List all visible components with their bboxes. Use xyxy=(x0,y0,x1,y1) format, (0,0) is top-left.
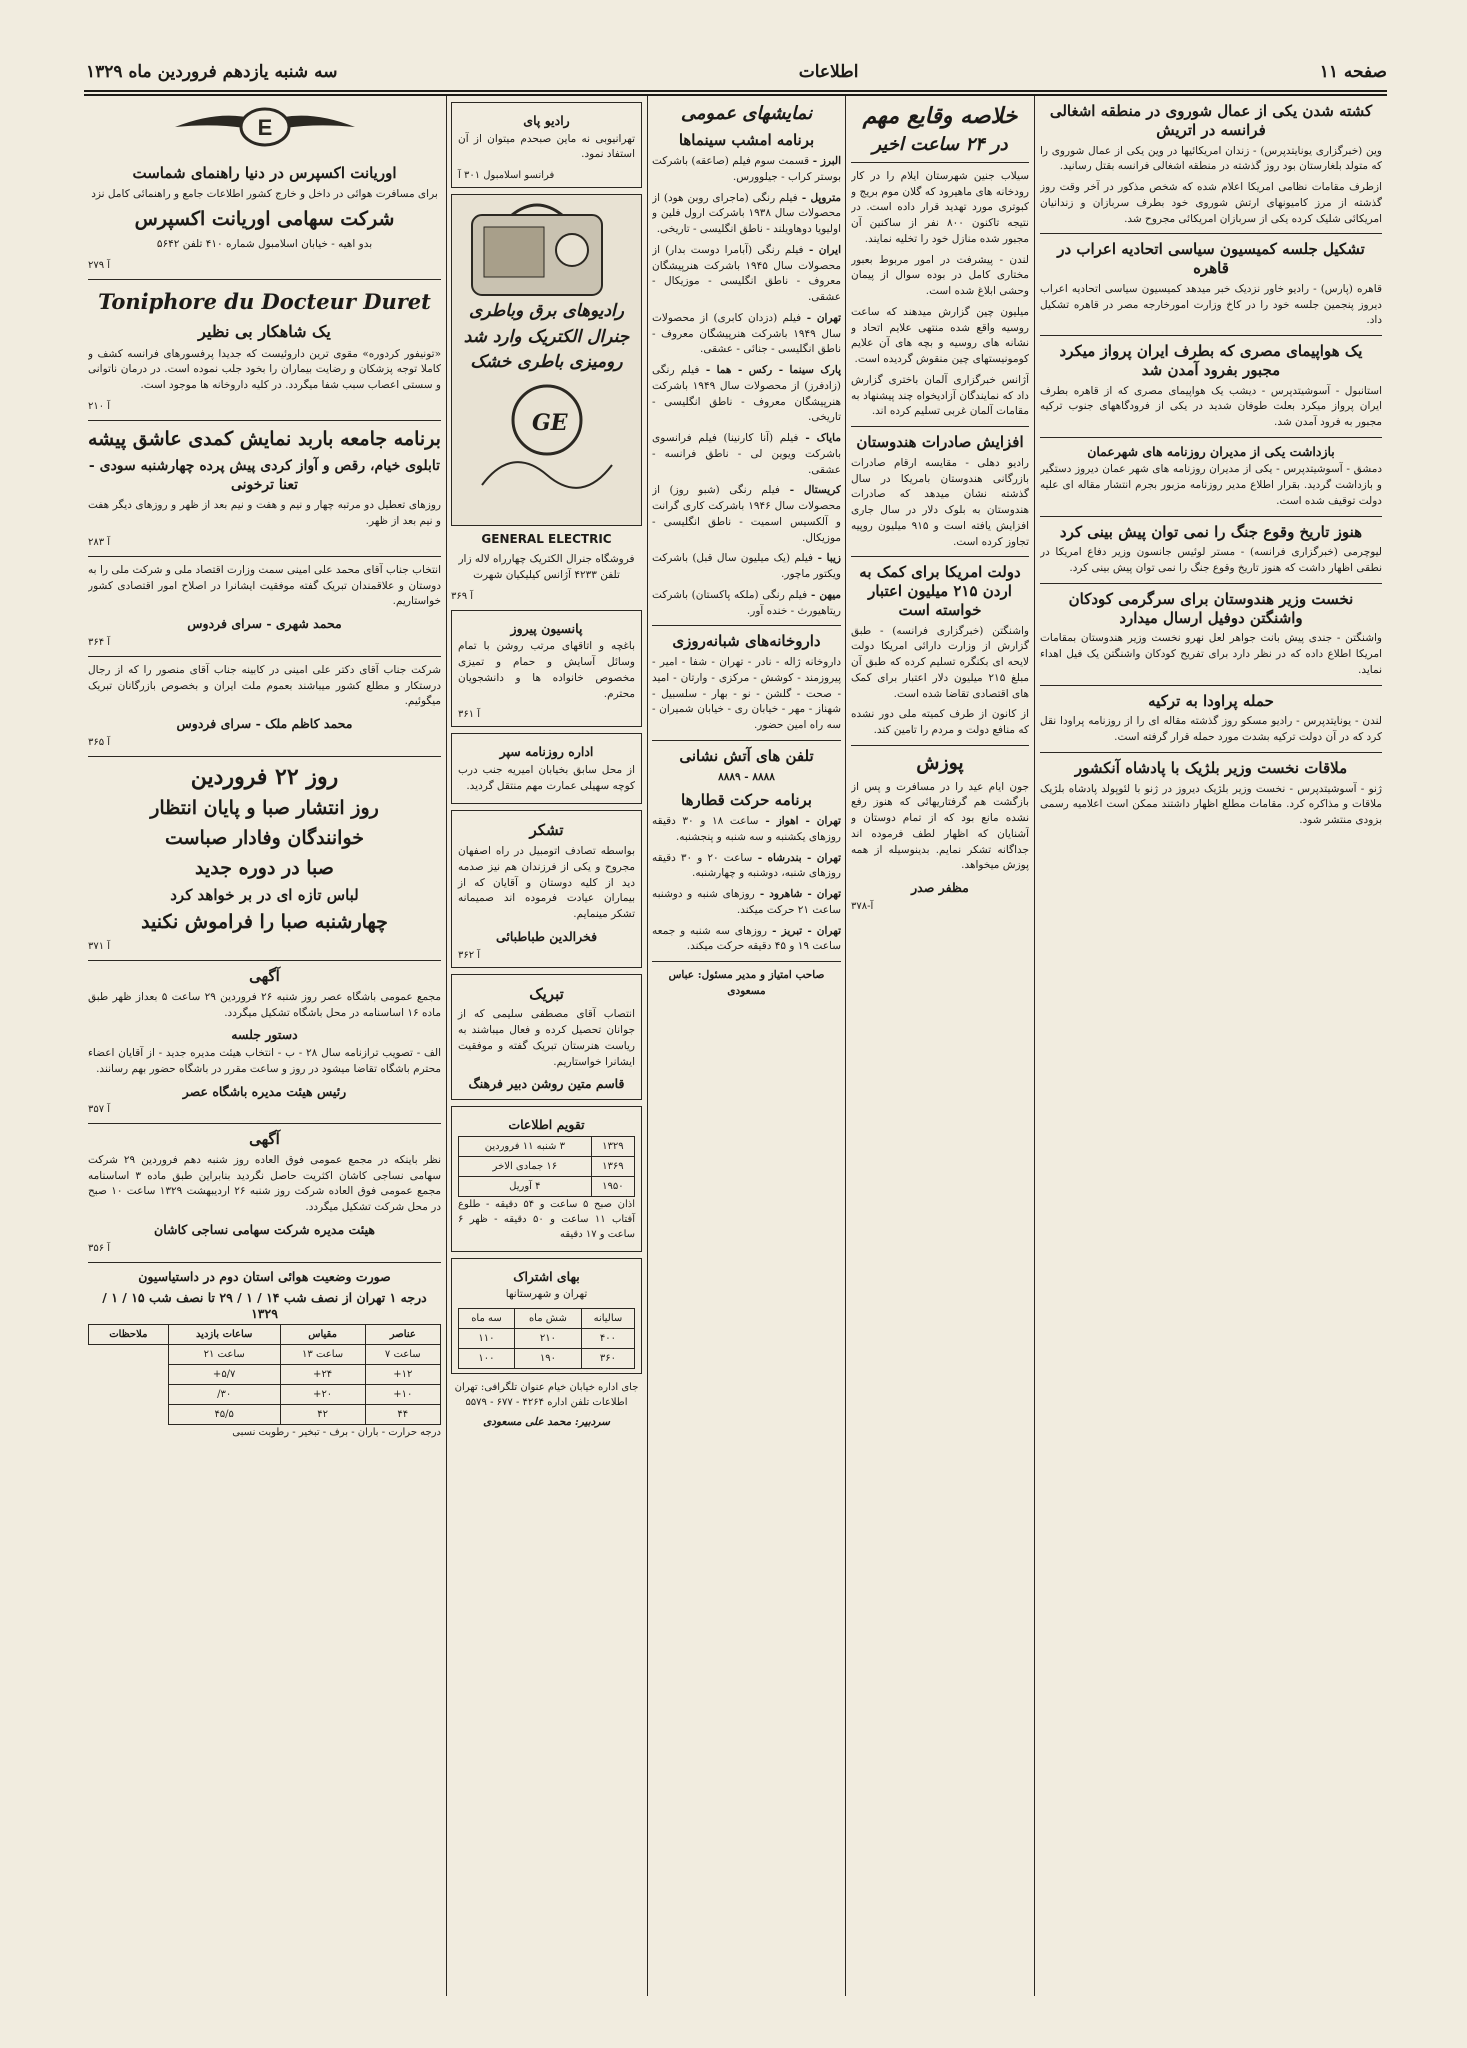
table-cell: ۴۴ xyxy=(365,1405,440,1425)
ad-ref: ۳۵۷ آ xyxy=(88,1104,111,1116)
train-entry xyxy=(652,924,841,956)
subscription-subtitle: تهران و شهرستانها xyxy=(505,1288,588,1301)
cinema-name: میهن - xyxy=(807,588,841,601)
ad-text: روزهای تعطیل دو مرتبه چهار و نیم و هفت و نیم بعد از ظهر و روزهای دیگر هفت و نیم بعد از ظهر. xyxy=(88,499,441,528)
table-row xyxy=(89,1365,441,1385)
ad-text: از محل سابق بخیابان امیریه جنب درب کوچه سهیلی عمارت مهم منتقل گردید. xyxy=(458,763,635,792)
cinema-program: فیلم رنگی (زادفرز) از محصولات سال ۱۹۴۹ باشرکت هنرپیشگان معروف - ناطق انگلیسی - تاریخی. xyxy=(652,364,841,424)
ad-text: برای مسافرت هوائی در داخل و خارج کشور اطلاعات جامع و راهنمائی کامل نزد xyxy=(91,187,438,200)
saba-line: روز انتشار صبا و پایان انتظار xyxy=(150,797,379,820)
saba-line: صبا در دوره جدید xyxy=(195,856,334,879)
table-cell: ساعت ۲۱ xyxy=(168,1345,280,1365)
ge-brand: GENERAL ELECTRIC xyxy=(481,532,612,547)
column-summary xyxy=(851,96,1029,1996)
cinema-name: کریستال - xyxy=(779,484,841,497)
ad-ref: ۳۶۲ آ xyxy=(458,949,481,961)
headline: حمله پراودا به ترکیه xyxy=(1148,691,1274,710)
section-title: نمایشهای عمومی xyxy=(680,103,813,124)
ad-title: رادیو پای xyxy=(523,113,570,128)
ad-ref: ۲۷۹ آ xyxy=(88,259,111,271)
column-news xyxy=(1040,96,1382,1996)
table-cell: ۴۰۰ xyxy=(581,1328,634,1348)
cinema-name: زیبا - xyxy=(813,552,841,565)
cinema-entry xyxy=(652,363,841,426)
signature: محمد کاظم ملک - سرای فردوس xyxy=(176,716,353,732)
train-route: تهران - تبریز - xyxy=(766,924,841,937)
table-row xyxy=(89,1345,441,1365)
saba-line: لباس تازه ای در بر خواهد کرد xyxy=(170,886,359,905)
paper-name: اطلاعات xyxy=(798,62,859,82)
weather-table xyxy=(88,1324,441,1425)
cinema-name: البرز - xyxy=(809,155,841,168)
signature: محمد شهری - سرای فردوس xyxy=(187,616,342,632)
cinema-entry xyxy=(652,588,841,620)
table-cell: ۱۳۲۹ xyxy=(591,1136,634,1156)
agenda-text: الف - تصویب ترازنامه سال ۲۸ - ب - انتخاب هیئت مدیره جدید - از آقایان اعضاء محترم باشگاه تقاضا میشود در روز و ساعت مقرر در باشگاه حضور بهم رسانند. xyxy=(88,1047,441,1075)
train-route: تهران - اهواز - xyxy=(758,815,841,828)
saba-date: روز ۲۲ فروردین xyxy=(190,763,339,790)
train-list xyxy=(652,814,841,955)
column-ads xyxy=(451,96,642,1996)
column-listings xyxy=(652,96,841,1996)
company-address: بدو اهیه - خیابان اسلامبول شماره ۴۱۰ تلفن ۵۶۴۲ xyxy=(156,237,373,250)
train-time: ساعت ۱۸ و ۳۰ دقیقه روزهای یکشنبه و سه شنبه و پنجشنبه. xyxy=(652,815,841,843)
table-cell: شش ماه xyxy=(514,1308,581,1328)
cinema-entry xyxy=(652,243,841,306)
column-divider xyxy=(845,96,846,1996)
table-row xyxy=(459,1348,635,1368)
editor: سردبیر: محمد علی مسعودی xyxy=(483,1415,610,1428)
table-cell: ۴۵/۵ xyxy=(168,1405,280,1425)
train-time: روزهای سه شنبه و جمعه ساعت ۱۹ و ۴۵ دقیقه حرکت میکند. xyxy=(652,924,841,953)
agenda-title: دستور جلسه xyxy=(231,1027,298,1043)
toniphore-subtitle: یک شاهکار بی نظیر xyxy=(198,322,331,342)
saba-line: خوانندگان وفادار صباست xyxy=(164,826,365,849)
article-text: از کانون از طرف کمیته ملی دور نشده که منافع دولت و مردم را تامین کند. xyxy=(851,708,1029,737)
headline: تشکیل جلسه کمیسیون سیاسی اتحادیه اعراب در قاهره xyxy=(1057,240,1365,277)
cinema-entry xyxy=(652,311,841,358)
ad-title: تبریک xyxy=(529,984,564,1003)
headline: ملاقات نخست وزیر بلژیک با پادشاه آنکشور xyxy=(1074,758,1348,777)
cinema-program: قسمت سوم فیلم (صاعقه) باشرکت بوستر کراب - جیلوورس. xyxy=(652,155,841,183)
office-address: جای اداره خیابان خیام عنوان تلگرافی: تهران اطلاعات تلفن اداره ۴۲۶۴ - ۶۷۷ - ۵۵۷۹ xyxy=(454,1381,639,1408)
train-entry xyxy=(652,887,841,919)
calendar-title: تقویم اطلاعات xyxy=(508,1116,585,1132)
table-cell: سه ماه xyxy=(459,1308,515,1328)
table-cell: ۱۹۰ xyxy=(514,1348,581,1368)
table-row xyxy=(89,1405,441,1425)
ge-logo: GE xyxy=(532,410,568,437)
headline: یک هواپیمای مصری که بطرف ایران پرواز میکرد مجبور بفرود آمدن شد xyxy=(1059,342,1363,379)
weather-title: صورت وضعیت هوائی استان دوم در داستیاسیون xyxy=(138,1268,391,1284)
notice-title: آگهی xyxy=(249,967,280,986)
column-classifieds xyxy=(88,96,441,1996)
publisher: صاحب امتیاز و مدیر مسئول: عباس مسعودی xyxy=(668,969,825,997)
wings-icon xyxy=(165,102,365,152)
notice-title: آگهی xyxy=(249,1130,280,1149)
article-text: قاهره (پارس) - رادیو خاور نزدیک خبر میدهد کمیسیون سیاسی اتحادیه اعراب دیروز پنجمین جلسه خود را در کاخ وزارت امورخارجه مصر در قاهره تشکیل داد. xyxy=(1040,282,1382,327)
table-cell: سالیانه xyxy=(581,1308,634,1328)
subscription-box xyxy=(451,1258,642,1374)
train-time: ساعت ۲۰ و ۳۰ دقیقه روزهای شنبه، دوشنبه و چهارشنبه. xyxy=(652,851,841,880)
article-text: ازطرف مقامات نظامی امریکا اعلام شده که شخص مذکور در آخر وقت روز گذشته از مرز کامیونهای ارتش شوروی خود بطرف سربازان و زندانیان امریکائی شلیک کرده یکی از سربازان امریکائی مجروح شد. xyxy=(1040,181,1382,225)
signature: فخرالدین طباطبائی xyxy=(495,928,598,944)
article-text: لیوچرمی (خبرگزاری فرانسه) - مستر لوئیس جانسون وزیر دفاع امریکا در نطقی اظهار داشت که هنوز تاریخ وقوع جنگ را نمی توان پیش بینی کرد. xyxy=(1040,546,1382,575)
table-cell: ۲۱۰ xyxy=(514,1328,581,1348)
cinema-entry xyxy=(652,483,841,546)
signature: قاسم متین روشن دبیر فرهنگ xyxy=(468,1076,625,1092)
calendar-box xyxy=(451,1106,642,1252)
headline: برنامه امشب سینماها xyxy=(678,131,815,150)
program-subtitle: تابلوی خیام، رقص و آواز کردی پیش پرده چهارشنبه سودی - تعنا ترخونی xyxy=(88,457,441,493)
cinema-name: پارک سینما - رکس - هما - xyxy=(699,364,841,377)
headline: بازداشت یکی از مدیران روزنامه های شهرعمان xyxy=(1087,443,1335,459)
headline: دولت امریکا برای کمک به اردن ۲۱۵ میلیون اعتبار خواسته است xyxy=(859,563,1021,619)
program-title: برنامه جامعه باربد نمایش کمدی عاشق پیشه xyxy=(88,427,441,450)
cinema-list xyxy=(652,154,841,619)
table-cell: ۱۰۰ xyxy=(459,1348,515,1368)
ad-text: تهرانیوبی نه ماین صبحدم میتوان از آن استفاد نمود. xyxy=(458,132,635,161)
ad-ref: ۳۷۱ آ xyxy=(88,941,111,953)
table-row xyxy=(459,1308,635,1328)
article-text: واشنگتن - جندی پیش بانت جواهر لعل نهرو نخست وزیر هندوستان بمقامات امریکا اطلاع داده که در نظر دارد برای تفریح کودکان واشنگتن یک فیل اهداء نماید. xyxy=(1040,632,1382,676)
article-text: واشنگتن (خبرگزاری فرانسه) - طبق گزارش از وزارت دارائی امریکا دولت لایحه ای بکنگره تسلیم کرده که طبق آن مبلغ ۲۱۵ میلیون دلار اعتبار برای کمک های اقتصادی تقاضا شده است. xyxy=(851,624,1029,700)
table-row xyxy=(459,1328,635,1348)
ad-title: تشکر xyxy=(529,821,564,840)
calendar-table xyxy=(458,1136,635,1197)
train-route: تهران - بندرشاه - xyxy=(752,851,841,864)
table-header-cell: عناصر xyxy=(365,1325,440,1345)
table-cell: ۲۰+ xyxy=(280,1385,365,1405)
ad-ref: ۳۵۶ آ xyxy=(88,1242,111,1254)
table-row xyxy=(89,1385,441,1405)
headline: برنامه حرکت قطارها xyxy=(681,791,812,810)
article-text: استانبول - آسوشیتدپرس - دیشب یک هواپیمای مصری که از قاهره بطرف ایران پرواز میکرد بعلت طوفان شدید در یکی از فرودگاههای جنوب ترکیه مجبور به فرود آمدن شد. xyxy=(1040,384,1382,428)
table-cell: ۴۲ xyxy=(280,1405,365,1425)
train-entry xyxy=(652,814,841,846)
table-cell: ساعت ۷ xyxy=(365,1345,440,1365)
table-cell: ۱۰+ xyxy=(365,1385,440,1405)
ad-headline: رادیوهای برق وباطری جنرال الکتریک وارد شد رومیزی باطری خشک xyxy=(463,301,630,373)
page-number: صفحه ۱۱ xyxy=(1319,62,1387,82)
thanks-ad xyxy=(451,810,642,967)
summary-item: لندن - پیشرفت در امور مربوط بعبور مختاری کامل در بوده سوال از پیمان وحشی ابلاغ شده است. xyxy=(851,253,1029,298)
ad-title: پانسیون پیروز xyxy=(510,620,583,636)
company-name: شرکت سهامی اوریانت اکسپرس xyxy=(134,208,395,231)
apology-text: جون ایام عید را در مسافرت و پس از بازگشت هم گرفتاریهائی که هنوز رفع نشده مانع بود که از تمام دوستان و آشنایان که اظهار لطف فرموده اند جداگانه تشکر نمایم. بدینوسیله از همه پوزش میخواهد. xyxy=(851,780,1029,872)
cinema-program: فیلم (دزدان کابری) از محصولات سال ۱۹۴۹ باشرکت هنرپیشگان معروف - ناطق انگلیسی - جنائی - عشقی. xyxy=(652,311,841,356)
cinema-program: فیلم رنگی (شبو روز) از محصولات سال ۱۹۴۶ باشرکت کاری گرانت و آلکسیس اسمیت - ناطق انگلیسی - موزیکال. xyxy=(652,484,841,544)
table-cell: ۱۹۵۰ xyxy=(591,1176,634,1196)
table-cell: ۵/۷+ xyxy=(168,1365,280,1385)
toniphore-title: Toniphore du Docteur Duret xyxy=(98,288,431,314)
table-row xyxy=(459,1156,635,1176)
summary-item: سیلاب جنین شهرستان ایلام را در کار رودخانه های ماهیرود که گلان موم بریج و کبوتری مورد تهدید قرار داده است. در نتیجه تاکنون ۸۰۰ نفر از ساکنین آن مجبور شده منازل خود را تخلیه نمایند. xyxy=(851,169,1029,245)
cinema-name: ایران - xyxy=(803,243,841,256)
cinema-program: فیلم رنگی (ماجرای روبن هود) از محصولات سال ۱۹۳۸ باشرکت ارول فلین و اولیویا دوهاویلند - ناطق انگلیسی - تاریخی. xyxy=(652,191,841,236)
issue-date: سه شنبه یازدهم فروردین ماه ۱۳۲۹ xyxy=(86,62,338,82)
cinema-program: فیلم (یک میلیون سال قبل) باشرکت ویکتور ماچور. xyxy=(652,552,841,581)
cinema-entry xyxy=(652,431,841,478)
congrats-ad xyxy=(451,974,642,1100)
train-route: تهران - شاهرود - xyxy=(754,888,841,901)
table-row xyxy=(459,1176,635,1196)
cinema-name: متروپل - xyxy=(797,191,841,204)
headline: هنوز تاریخ وقوع جنگ را نمی توان پیش بینی کرد xyxy=(1059,522,1363,541)
ad-ref: ۳۶۴ آ xyxy=(88,636,111,648)
ad-ref: ۲۱۰ آ xyxy=(88,400,111,412)
express-logo xyxy=(88,102,441,158)
ad-text: شرکت جناب آقای دکتر علی امینی در کابینه جناب آقای منصور را که از رجال درستکار و مطلع کشور میباشند بعموم ملت ایران و بخصوص بازرگانان تبریک میگوئیم. xyxy=(88,663,441,708)
train-time: روزهای شنبه و دوشنبه ساعت ۲۱ حرکت میکند. xyxy=(652,888,841,916)
headline: کشته شدن یکی از عمال شوروی در منطقه اشغالی فرانسه در اتریش xyxy=(1049,102,1373,139)
ad-text: بواسطه تصادف اتومبیل در راه اصفهان مجروح و یکی از فرزندان هم نیز صدمه دید از کلیه دوستان و آقایان که از بیماران عیادت فرموده اند صمیمانه تشکر مینمایم. xyxy=(458,845,635,921)
cinema-entry xyxy=(652,191,841,238)
ge-shop: فروشگاه جنرال الکتریک چهارراه لاله زار تلفن ۴۲۳۳ آژانس کیلیکیان شهرت xyxy=(458,553,635,581)
summary-item: آژانس خبرگزاری آلمان باختری گزارش داد که نمایندگان آزادیخواه چند پیشنهاد به مقامات آلمان غربی تسلیم کرده اند. xyxy=(851,373,1029,418)
table-cell: ساعت ۱۳ xyxy=(280,1345,365,1365)
table-cell: ۴ آوریل xyxy=(459,1176,592,1196)
pension-ad xyxy=(451,610,642,728)
cinema-name: تهران - xyxy=(801,311,841,324)
table-cell: ۲۴+ xyxy=(280,1365,365,1385)
table-cell: ۳ شنبه ۱۱ فروردین xyxy=(459,1136,592,1156)
ad-ref: فرانسو اسلامبول ۳۰۱ آ xyxy=(458,170,555,182)
article-text: رادیو دهلی - مقایسه ارقام صادرات بازرگانی هندوستان بامریکا در سال گذشته نشان میدهد که صادرات هندوستان به بلوک دلار در سال جاری افزایش یافته است و ۹۱۵ میلیون روپیه تجاوز کرده است. xyxy=(851,456,1029,548)
cinema-program: فیلم رنگی (آبامرا دوست بدار) از محصولات سال ۱۹۴۵ باشرکت هنرپیشگان معروف - ناطق انگلیسی - موزیکال - عشقی. xyxy=(652,243,841,304)
article-text: دمشق - آسوشیتدپرس - یکی از مدیران روزنامه های شهر عمان دیروز دستگیر و بازداشت گردید. بقرار اطلاع مدیر روزنامه مزبور بجرم انتشار مقاله ای علیه دولت توقیف شده است. xyxy=(1040,463,1382,507)
table-cell: ۳۰/ xyxy=(168,1385,280,1405)
subscription-table xyxy=(458,1308,635,1369)
table-header-cell: ساعات بازدید xyxy=(168,1325,280,1345)
fire-numbers: ۸۸۸۸ - ۸۸۸۹ xyxy=(718,770,775,783)
page-header xyxy=(86,56,1387,88)
ad-title: اداره روزنامه سپر xyxy=(499,744,594,760)
table-row xyxy=(459,1136,635,1156)
article-text: ژنو - آسوشیتدپرس - نخست وزیر بلژیک دیروز در ژنو با لئوپولد پادشاه بلژیک ملاقات و مذاکره کرد. مقامات مطلع اظهار داشتند ممکن است اعلامیه رسمی بزودی منتشر شود. xyxy=(1040,782,1382,827)
notice-text: مجمع عمومی باشگاه عصر روز شنبه ۲۶ فروردین ۲۹ ساعت ۵ بعداز ظهر طبق ماده ۱۶ اساسنامه در محل باشگاه تشکیل میگردد. xyxy=(88,990,441,1019)
section-title: خلاصه وقایع مهم xyxy=(862,103,1018,129)
subscription-title: بهای اشتراک xyxy=(513,1268,580,1284)
radio-ad xyxy=(451,102,642,188)
ad-title: اوریانت اکسپرس در دنیا راهنمای شماست xyxy=(132,163,397,182)
table-cell: ۱۳۶۹ xyxy=(591,1156,634,1176)
table-cell: ۱۲+ xyxy=(365,1365,440,1385)
column-divider xyxy=(1034,96,1035,1996)
table-header-cell: مقیاس xyxy=(280,1325,365,1345)
section-subtitle: در ۲۴ ساعت اخیر xyxy=(872,133,1008,155)
ad-ref: ۲۸۳ آ xyxy=(88,536,111,548)
signature: مظفر صدر xyxy=(911,880,969,896)
table-header-row xyxy=(89,1325,441,1345)
pharmacy-list: داروخانه ژاله - نادر - تهران - شفا - امیر - پیروزمند - کوشش - مرکزی - وارتان - امید - صحت - گلشن - نو - بهار - سلسبیل - شهناز - مهر - خیابان ری - خیابان شمیران - سه راه امین حضور. xyxy=(652,656,841,732)
article-text: لندن - یونایتدپرس - رادیو مسکو روز گذشته مقاله ای را از روزنامه پراودا نقل کرد که در آن دولت ترکیه بشدت مورد حمله قرار گرفته است. xyxy=(1040,715,1382,744)
cinema-name: مایاک - xyxy=(798,432,841,445)
column-divider xyxy=(446,96,447,1996)
headline: افزایش صادرات هندوستان xyxy=(856,433,1024,452)
ad-ref: ۳۶۵ آ xyxy=(88,736,111,748)
ad-text: «تونیفور کردوره» مقوی ترین داروئیست که جدیدا پرفسورهای فرانسه کشف و کاملا توجه پزشکان و رضایت بیماران را بخود جلب نموده است. در درمان ناتوانی و سستی اعصاب سبب شفا میگردد. در کلیه داروخانه ها موجود است. xyxy=(88,347,441,392)
ad-ref: ۳۶۱ آ xyxy=(458,709,481,721)
ad-text: انتصاب آقای مصطفی سلیمی که از جوانان تحصیل کرده و فعال میباشند به ریاست هنرستان تبریک گفته و موفقیت ایشانرا خواستاریم. xyxy=(458,1008,635,1068)
headline: پوزش xyxy=(916,751,964,774)
table-cell: ۳۶۰ xyxy=(581,1348,634,1368)
cinema-program: فیلم رنگی (ملکه پاکستان) باشرکت ریتاهیورث - خنده آور. xyxy=(652,588,841,617)
header-rule xyxy=(84,90,1387,92)
summary-item: میلیون چین گزارش میدهند که ساعت روسیه واقع شده منتهی علایم اتحاد و نشانه های روسیه و بچه های آن علایم کومونیستهای چین منقوش گردیده است. xyxy=(851,305,1029,366)
headline: تلفن های آتش نشانی xyxy=(679,746,814,765)
headline: نخست وزیر هندوستان برای سرگرمی کودکان واشنگتن دوفیل ارسال میدارد xyxy=(1068,589,1354,627)
ad-text: باغچه و اتاقهای مرتب روشن با تمام وسائل آسایش و حمام و تمیزی مخصوص خانواده ها و دانشجویان محترم. xyxy=(458,640,635,700)
notice-text: نظر باینکه در مجمع عمومی فوق العاده روز شنبه دهم فروردین ۲۹ شرکت سهامی نساجی کاشان اکثریت حاصل نگردید بنابراین طبق ماده ۳ اساسنامه مجمع عمومی فوق العاده شرکت روز شنبه ۲۶ اردیبهشت ۱۳۲۹ ساعت ۱۰ صبح در محل شرکت تشکیل میگردد. xyxy=(88,1153,441,1214)
signature: هیئت مدیره شرکت سهامی نساجی کاشان xyxy=(154,1221,375,1237)
table-header-cell: ملاحظات xyxy=(89,1325,169,1345)
ad-text: انتخاب جناب آقای محمد علی امینی سمت وزارت اقتصاد ملی و شرکت ملی را به دوستان و علاقمندان تبریک گفته موفقیت ایشانرا در اصلاح امور اقتصادی کشور خواستاریم. xyxy=(88,563,441,608)
general-electric-ad xyxy=(451,194,642,526)
cinema-program: فیلم (آنا کارنینا) فیلم فرانسوی باشرکت ویوین لی - ناطق فرانسه - عشقی. xyxy=(652,432,841,476)
saba-line: چهارشنبه صبا را فراموش نکنید xyxy=(141,910,388,933)
article-text: وین (خبرگزاری یونایتدپرس) - زندان امریکائیها در وین یکی از عمال شوروی را که متولد بلغارستان بود روز گذشته در منطقه اشغالی فرانسه بقتل رسانید. xyxy=(1040,144,1382,173)
column-divider xyxy=(647,96,648,1996)
table-cell: ۱۶ جمادی الاخر xyxy=(459,1156,592,1176)
headline: داروخانه‌های شبانه‌روزی xyxy=(672,632,821,651)
weather-labels: درجه حرارت - باران - برف - تبخیر - رطوبت نسبی xyxy=(232,1427,441,1439)
train-entry xyxy=(652,851,841,883)
prayer-times: اذان صبح ۵ ساعت و ۵۴ دقیقه - طلوع آفتاب ۱۱ ساعت و ۵۰ دقیقه - ظهر ۶ ساعت و ۱۷ دقیقه xyxy=(458,1198,636,1240)
cinema-entry xyxy=(652,154,841,186)
signature: رئیس هیئت مدیره باشگاه عصر xyxy=(182,1083,347,1099)
logo-letter: E xyxy=(257,115,272,140)
weather-subtitle: درجه ۱ تهران از نصف شب ۱۴ / ۱ / ۲۹ تا نصف شب ۱۵ / ۱ / ۱۳۲۹ xyxy=(102,1290,427,1321)
cinema-entry xyxy=(652,551,841,583)
ad-ref: ۳۷۸-آ xyxy=(851,900,874,912)
ad-ref: ۳۶۹ آ xyxy=(451,590,474,602)
office-move-ad xyxy=(451,733,642,804)
table-cell: ۱۱۰ xyxy=(459,1328,515,1348)
